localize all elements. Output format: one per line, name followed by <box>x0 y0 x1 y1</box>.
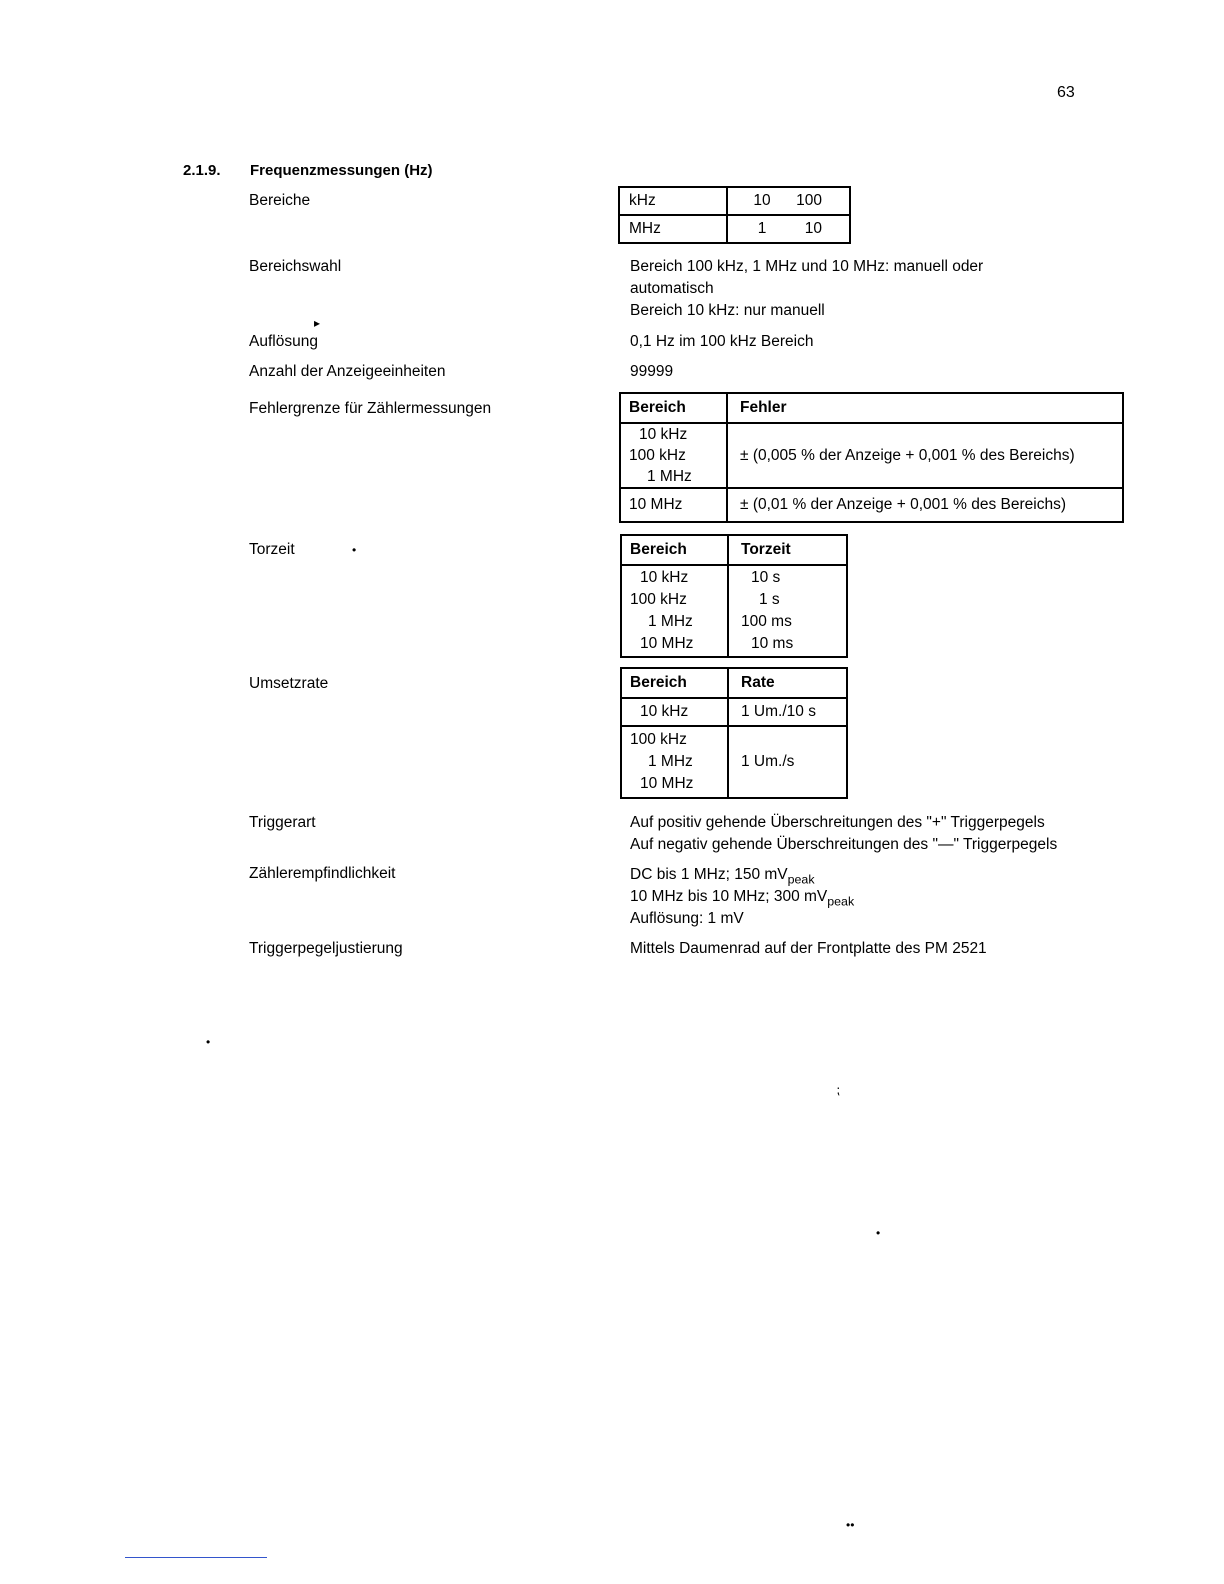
text-line <box>630 886 854 908</box>
label-torzeit: Torzeit <box>249 541 295 558</box>
range-item: 10 kHz <box>639 426 688 443</box>
label-umsetzrate: Umsetzrate <box>249 675 329 692</box>
column-header: Fehler <box>727 393 1123 423</box>
gate-time-table <box>620 534 848 658</box>
range-item: 1 MHz <box>647 468 692 485</box>
label-empfindlichkeit: Zählerempfindlichkeit <box>249 865 396 882</box>
label-bereiche: Bereiche <box>249 192 311 209</box>
section-number: 2.1.9. <box>183 162 221 179</box>
range-item: 100 kHz <box>630 591 687 608</box>
text-line: Auf positiv gehende Überschreitungen des "+" Triggerpegels <box>630 814 1045 831</box>
error-table <box>619 392 1124 523</box>
justierung-value: Mittels Daumenrad auf der Frontplatte des PM 2521 <box>630 940 987 957</box>
text-line: Bereich 10 kHz: nur manuell <box>630 302 825 319</box>
bereichswahl-value <box>630 256 983 322</box>
text-line <box>630 864 854 886</box>
table-row <box>621 698 847 726</box>
anzahl-value: 99999 <box>630 363 674 380</box>
scan-speck: • <box>876 1226 881 1240</box>
text-line: Auflösung: 1 mV <box>630 910 744 927</box>
range-values <box>727 187 850 215</box>
column-header: Rate <box>728 668 847 698</box>
time-item: 10 ms <box>751 635 794 652</box>
sensitivity-main: 10 MHz bis 10 MHz; 300 mV <box>630 888 828 905</box>
rate-cell: 1 Um./10 s <box>728 698 847 726</box>
range-unit: MHz <box>619 215 727 243</box>
text-line: automatisch <box>630 280 714 297</box>
table-row <box>619 215 850 243</box>
range-value: 100 <box>796 192 822 209</box>
range-item: 1 MHz <box>648 753 693 770</box>
label-justierung: Triggerpegeljustierung <box>249 940 403 957</box>
rate-table <box>620 667 848 799</box>
sensitivity-sub: peak <box>787 872 815 887</box>
scan-speck: ▸ <box>314 316 321 330</box>
column-header: Bereich <box>621 668 728 698</box>
triggerart-value <box>630 812 1057 856</box>
range-item: 10 kHz <box>640 569 689 586</box>
table-row <box>619 187 850 215</box>
range-table <box>618 186 851 244</box>
range-value: 10 <box>753 192 771 209</box>
label-triggerart: Triggerart <box>249 814 316 831</box>
page-number: 63 <box>1057 84 1075 101</box>
range-item: 10 MHz <box>640 775 694 792</box>
range-item: 10 MHz <box>640 635 694 652</box>
column-header: Bereich <box>620 393 727 423</box>
scan-speck: • <box>352 543 357 557</box>
footer-rule <box>125 1557 267 1558</box>
time-item: 10 s <box>751 569 781 586</box>
scan-speck: ⁏ <box>836 1083 841 1097</box>
label-anzahl: Anzahl der Anzeigeeinheiten <box>249 363 446 380</box>
table-row <box>621 565 847 657</box>
scan-speck: •• <box>846 1518 855 1532</box>
range-item: 10 kHz <box>640 703 689 720</box>
column-header: Torzeit <box>728 535 847 565</box>
section-title: Frequenzmessungen (Hz) <box>250 162 433 179</box>
error-cell: ± (0,005 % der Anzeige + 0,001 % des Bereichs) <box>727 423 1123 488</box>
range-item: 100 kHz <box>630 731 687 748</box>
rate-cell: 1 Um./s <box>728 726 847 798</box>
table-header-row <box>621 535 847 565</box>
empfindlichkeit-value <box>630 864 854 930</box>
table-row <box>620 423 1123 488</box>
range-cell: 10 MHz <box>620 488 727 522</box>
range-cell <box>621 698 728 726</box>
table-header-row <box>620 393 1123 423</box>
text-line: Auf negativ gehende Überschreitungen des "—" Triggerpegels <box>630 836 1058 853</box>
error-cell: ± (0,01 % der Anzeige + 0,001 % des Bereichs) <box>727 488 1123 522</box>
range-value: 10 <box>804 220 822 237</box>
sensitivity-sub: peak <box>827 894 855 909</box>
sensitivity-main: DC bis 1 MHz; 150 mV <box>630 866 788 883</box>
range-cell <box>621 565 728 657</box>
range-unit: kHz <box>619 187 727 215</box>
scan-speck: • <box>206 1035 211 1049</box>
time-item: 100 ms <box>741 613 792 630</box>
table-header-row <box>621 668 847 698</box>
range-cell <box>621 726 728 798</box>
label-fehlergrenze: Fehlergrenze für Zählermessungen <box>249 400 492 417</box>
range-value: 1 <box>757 220 767 237</box>
range-item: 1 MHz <box>648 613 693 630</box>
text-line: Bereich 100 kHz, 1 MHz und 10 MHz: manuell oder <box>630 258 984 275</box>
table-row <box>620 488 1123 522</box>
table-row <box>621 726 847 798</box>
label-aufloesung: Auflösung <box>249 333 318 350</box>
time-cell <box>728 565 847 657</box>
column-header: Bereich <box>621 535 728 565</box>
label-bereichswahl: Bereichswahl <box>249 258 342 275</box>
range-values <box>727 215 850 243</box>
time-item: 1 s <box>759 591 780 608</box>
range-item: 100 kHz <box>629 447 686 464</box>
range-cell <box>620 423 727 488</box>
aufloesung-value: 0,1 Hz im 100 kHz Bereich <box>630 333 814 350</box>
